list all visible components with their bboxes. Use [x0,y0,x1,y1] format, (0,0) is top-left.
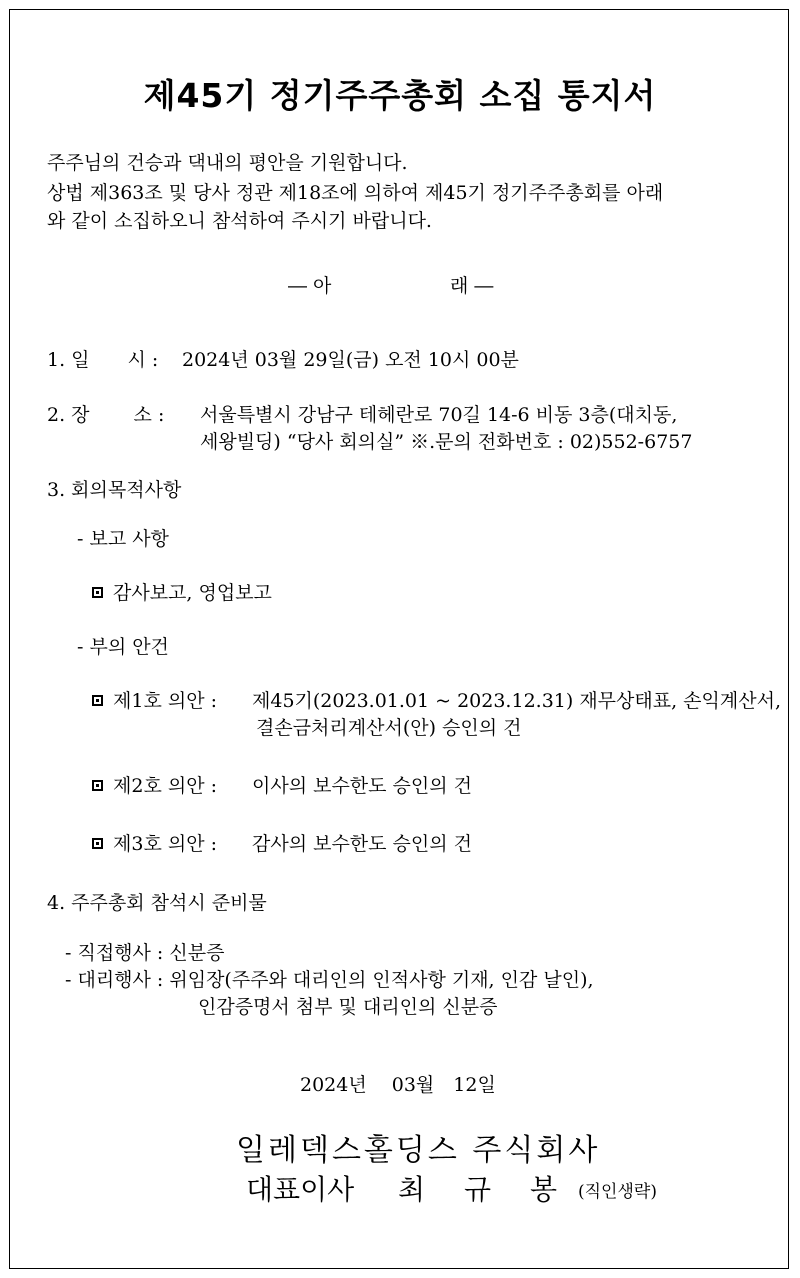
agenda-item-1-line-1: 제45기(2023.01.01 ~ 2023.12.31) 재무상태표, 손익계산서, [252,690,781,712]
item1-label: 1. 일 시 : [47,349,159,371]
proxy-exercise-line-1: - 대리행사 : 위임장(주주와 대리인의 인적사항 기재, 인감 날인), [65,969,594,991]
agenda-item-1-line-2: 결손금처리계산서(안) 승인의 건 [256,717,522,739]
direct-exercise: - 직접행사 : 신분증 [65,942,225,964]
checkbox-icon [92,838,103,849]
representative-name-3: 봉 [530,1173,558,1206]
document-title: 제45기 정기주주총회 소집 통지서 [143,76,657,115]
divider-right: 래 ― [450,275,494,297]
item2-label: 2. 장 소 : [47,404,165,426]
agenda-item-1: 제1호 의안 : [92,686,217,713]
notice-date: 2024년 03월 12일 [300,1074,496,1096]
intro-line-1: 주주님의 건승과 댁내의 평안을 기원합니다. [47,152,408,174]
checkbox-icon [92,587,103,598]
agenda-item-2: 제2호 의안 : [92,771,217,798]
representative-name-1: 최 [398,1173,426,1206]
intro-line-3: 와 같이 소집하오니 참석하여 주시기 바랍니다. [47,210,432,232]
item4-label: 4. 주주총회 참석시 준비물 [47,892,267,914]
report-header: - 보고 사항 [77,528,169,550]
item2-line-2: 세왕빌딩) “당사 회의실” ※.문의 전화번호 : 02)552-6757 [200,431,693,453]
item3-label: 3. 회의목적사항 [47,479,182,501]
agenda-item-3: 제3호 의안 : [92,829,217,856]
item1-value: 2024년 03월 29일(금) 오전 10시 00분 [182,349,519,371]
item2-line-1: 서울특별시 강남구 테헤란로 70길 14-6 비동 3층(대치동, [200,404,678,426]
checkbox-icon [92,695,103,706]
representative-title: 대표이사 [246,1173,355,1206]
checkbox-icon [92,780,103,791]
intro-line-2: 상법 제363조 및 당사 정관 제18조에 의하여 제45기 정기주주총회를 아래 [47,182,664,204]
report-item: 감사보고, 영업보고 [92,578,272,605]
seal-omitted-note: (직인생략) [578,1182,657,1202]
representative-name-2: 규 [464,1173,492,1206]
proxy-exercise-line-2: 인감증명서 첨부 및 대리인의 신분증 [198,996,498,1018]
company-name: 일레덱스홀딩스 주식회사 [236,1133,601,1168]
agenda-header: - 부의 안건 [77,636,169,658]
agenda-item-2-text: 이사의 보수한도 승인의 건 [252,775,473,797]
agenda-item-3-text: 감사의 보수한도 승인의 건 [252,833,473,855]
divider-left: ― 아 [288,275,332,297]
